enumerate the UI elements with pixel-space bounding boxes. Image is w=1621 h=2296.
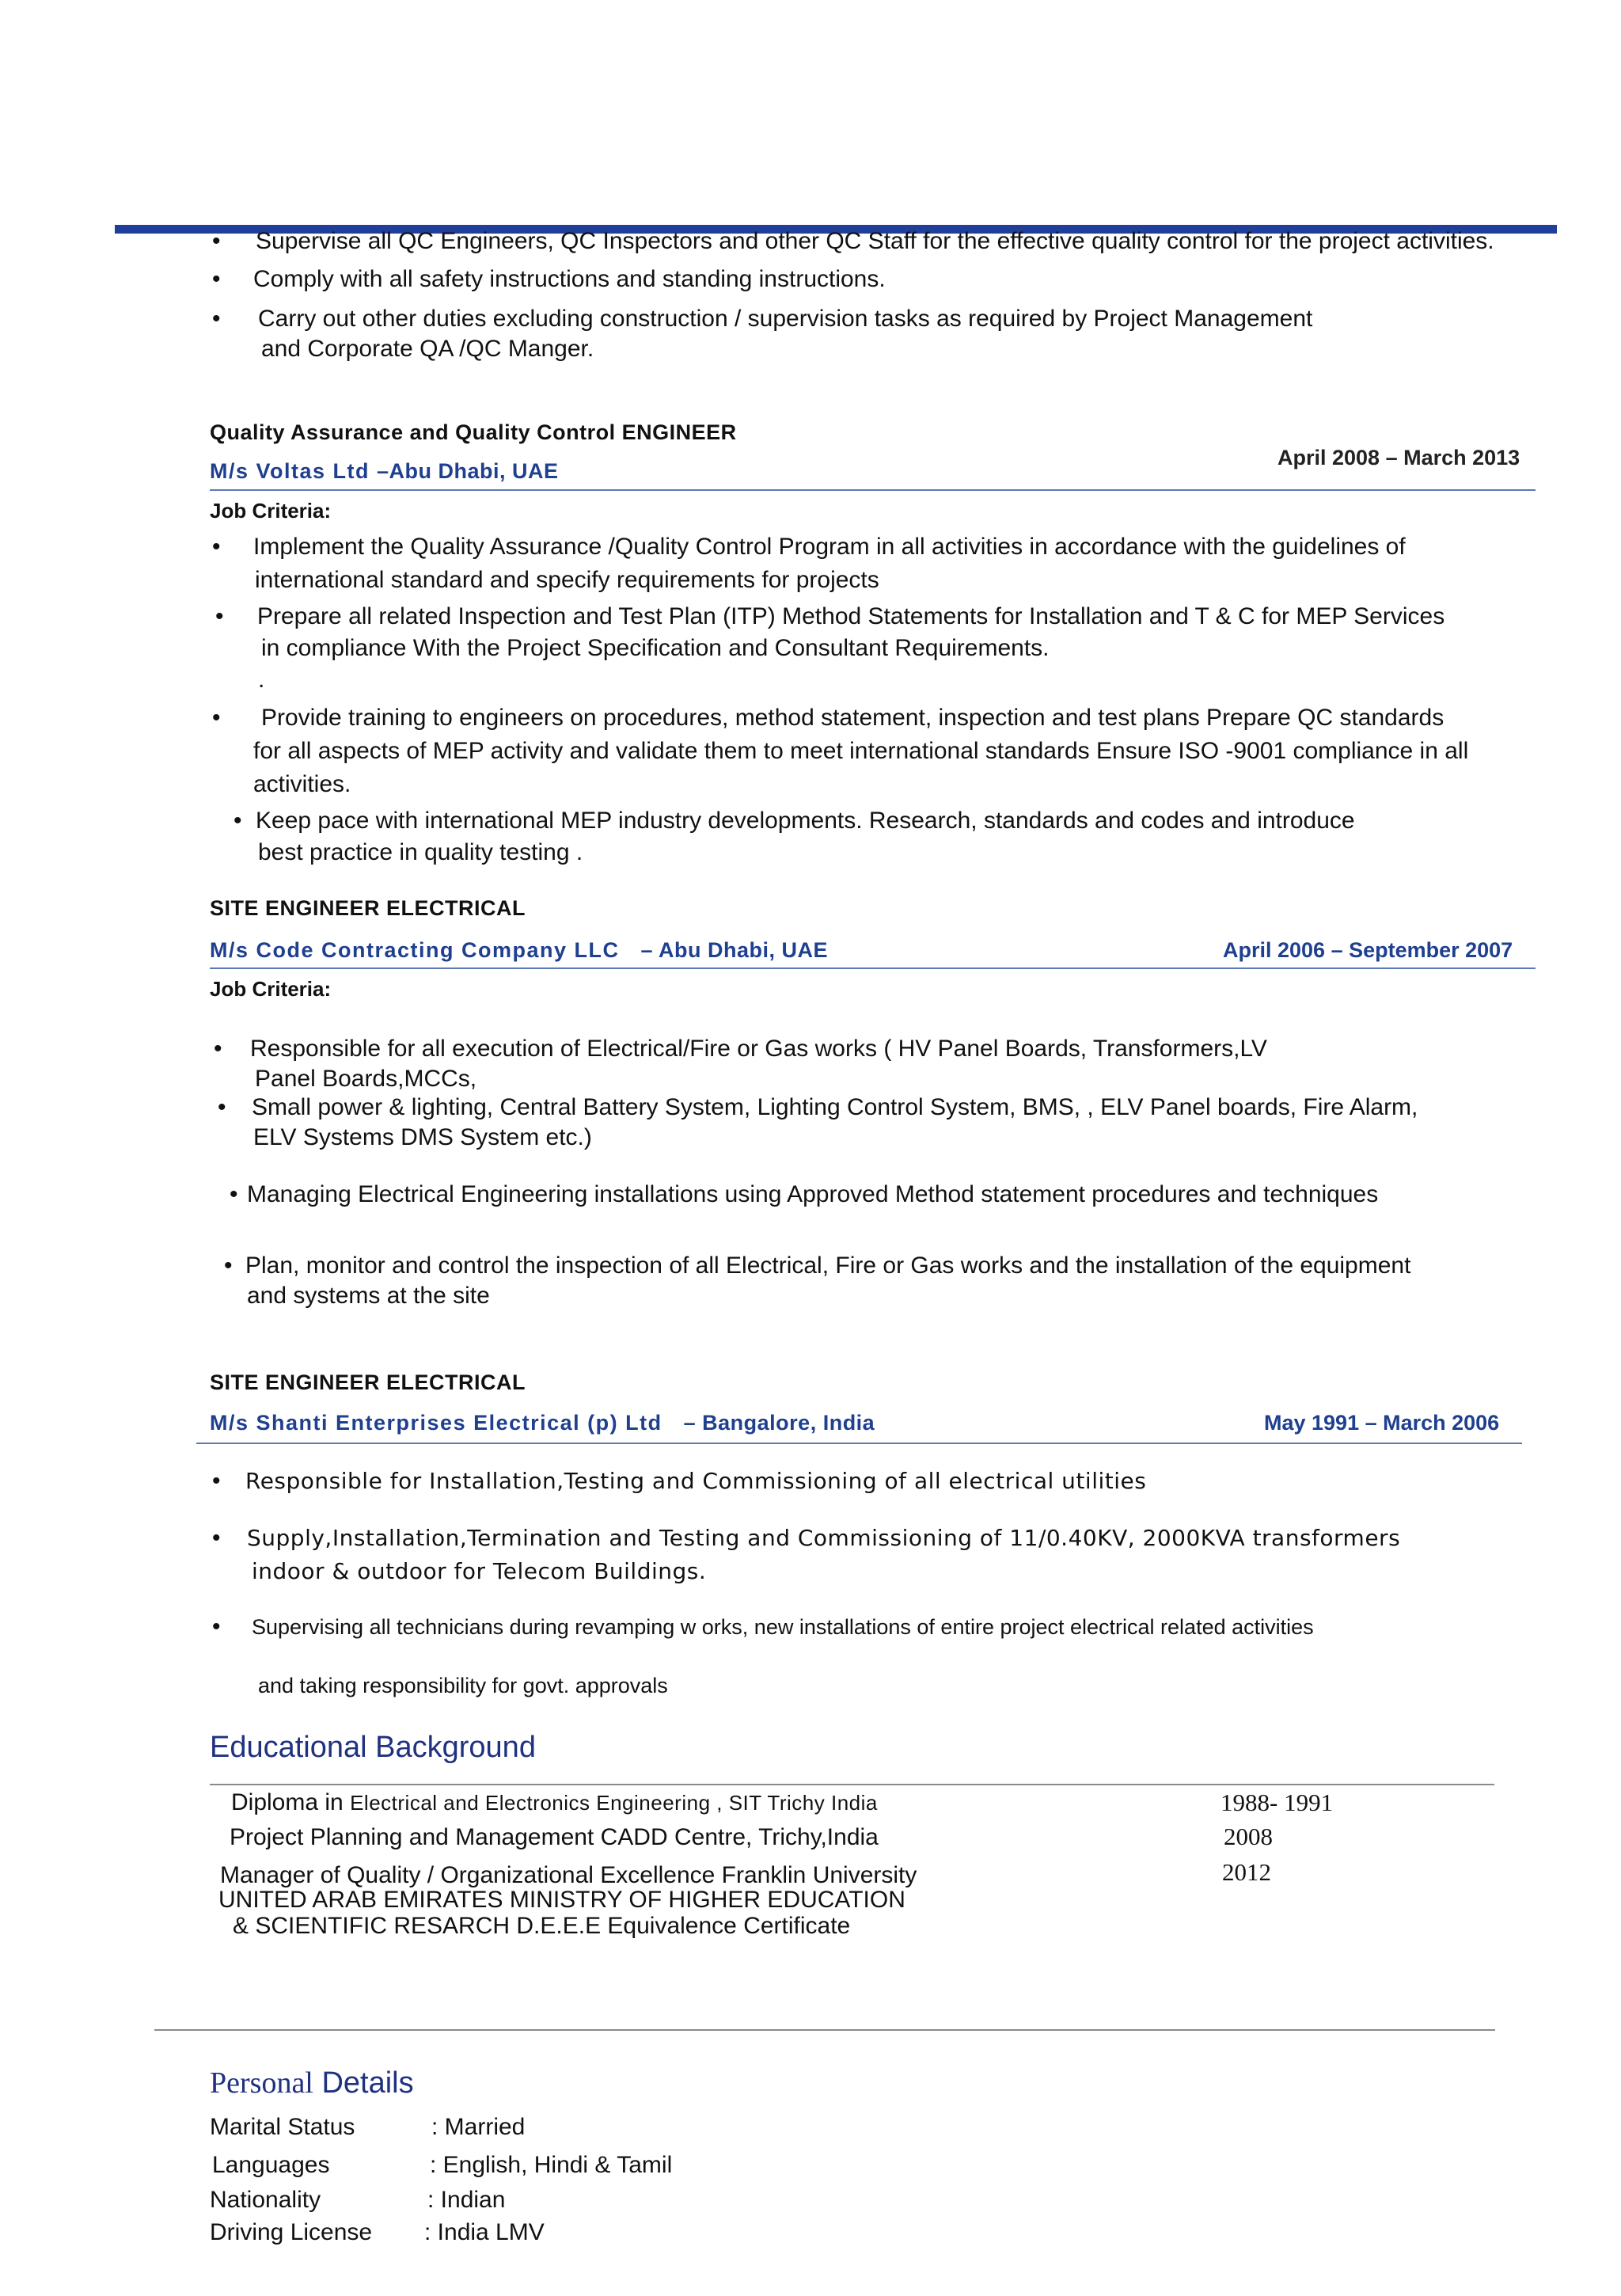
list-item: and taking responsibility for govt. approvals [258,1674,668,1697]
education-year: 1988- 1991 [1220,1789,1334,1816]
bullet: • [212,306,221,332]
section-heading: Personal Details [210,2066,414,2100]
list-item: and Corporate QA /QC Manger. [261,336,594,362]
divider [210,489,1536,491]
list-item: in compliance With the Project Specification and Consultant Requirements. [261,635,1050,661]
company-name: M/s Voltas Ltd –Abu Dhabi, UAE [210,459,559,483]
bullet: • [212,1525,221,1551]
list-item: Prepare all related Inspection and Test Plan (ITP) Method Statements for Installation and T & C for MEP Services [257,603,1445,629]
list-item: international standard and specify requirements for projects [255,567,879,593]
bullet: • [212,1614,221,1640]
divider [154,2029,1495,2031]
list-item: Carry out other duties excluding construction / supervision tasks as required by Project Management [258,306,1313,332]
education-row: UNITED ARAB EMIRATES MINISTRY OF HIGHER EDUCATION [218,1887,905,1913]
divider [210,967,1536,969]
company-name: M/s Code Contracting Company LLC – Abu Dhabi, UAE [210,938,829,962]
job-title: Quality Assurance and Quality Control ENGINEER [210,420,737,444]
list-item: Responsible for Installation,Testing and Commissioning of all electrical utilities [245,1468,1147,1494]
list-item: activities. [253,771,351,797]
list-item: Plan, monitor and control the inspection of all Electrical, Fire or Gas works and the installation of the equipment [245,1253,1411,1279]
list-item: Supervise all QC Engineers, QC Inspectors and other QC Staff for the effective quality control for the project activities. [256,228,1494,254]
education-row: & SCIENTIFIC RESARCH D.E.E.E Equivalence Certificate [233,1913,851,1939]
education-row: Project Planning and Management CADD Centre, Trichy,India [230,1824,879,1850]
list-item: Implement the Quality Assurance /Quality Control Program in all activities in accordance with the guidelines of [253,534,1406,560]
detail-label: Nationality [210,2187,321,2213]
bullet: • [214,1036,222,1062]
list-item: indoor & outdoor for Telecom Buildings. [252,1558,707,1584]
list-item: ELV Systems DMS System etc.) [253,1124,592,1150]
job-title: SITE ENGINEER ELECTRICAL [210,896,526,920]
list-item: Small power & lighting, Central Battery System, Lighting Control System, BMS, , ELV Panel boards, Fire Alarm, [252,1094,1418,1120]
job-dates: May 1991 – March 2006 [1264,1411,1500,1435]
detail-value: : India LMV [424,2219,545,2245]
list-item: . [258,667,265,693]
education-row: Diploma in Electrical and Electronics Engineering , SIT Trichy India [231,1789,878,1815]
divider [210,1784,1494,1785]
list-item: Provide training to engineers on procedures, method statement, inspection and test plans Prepare QC standards [261,705,1444,731]
detail-value: : English, Hindi & Tamil [430,2152,673,2178]
divider [196,1443,1522,1444]
bullet: • [230,1181,238,1207]
job-criteria-label: Job Criteria: [210,499,332,523]
detail-label: Driving License [210,2219,373,2245]
list-item: Comply with all safety instructions and standing instructions. [253,266,886,292]
bullet: • [215,603,224,629]
section-heading: Educational Background [210,1731,536,1764]
list-item: for all aspects of MEP activity and validate them to meet international standards Ensure ISO -9001 compliance in all [253,738,1469,764]
list-item: Responsible for all execution of Electrical/Fire or Gas works ( HV Panel Boards, Transformers,LV [250,1036,1267,1062]
bullet: • [212,1468,221,1494]
list-item: best practice in quality testing . [258,839,583,865]
bullet: • [212,266,221,292]
list-item: Supervising all technicians during revamping w orks, new installations of entire project electrical related activities [252,1615,1314,1639]
detail-value: : Married [431,2114,526,2140]
bullet: • [218,1094,226,1120]
list-item: Panel Boards,MCCs, [255,1066,477,1092]
education-year: 2012 [1222,1858,1271,1886]
job-dates: April 2008 – March 2013 [1277,446,1520,469]
list-item: Supply,Installation,Termination and Testing and Commissioning of 11/0.40KV, 2000KVA transformers [247,1525,1401,1551]
bullet: • [233,808,242,834]
list-item: Keep pace with international MEP industry developments. Research, standards and codes and introduce [256,808,1355,834]
bullet: • [212,534,221,560]
education-year: 2008 [1224,1823,1273,1850]
education-row: Manager of Quality / Organizational Excellence Franklin University [220,1862,917,1888]
job-criteria-label: Job Criteria: [210,977,332,1001]
job-title: SITE ENGINEER ELECTRICAL [210,1370,526,1394]
list-item: and systems at the site [247,1283,490,1309]
detail-value: : Indian [427,2187,506,2213]
bullet: • [212,705,221,731]
list-item: Managing Electrical Engineering installations using Approved Method statement procedures and techniques [247,1181,1379,1207]
detail-label: Marital Status [210,2114,355,2140]
detail-label: Languages [212,2152,330,2178]
bullet: • [224,1253,233,1279]
job-dates: April 2006 – September 2007 [1223,938,1513,962]
bullet: • [212,228,221,254]
company-name: M/s Shanti Enterprises Electrical (p) Ltd – Bangalore, India [210,1411,875,1435]
